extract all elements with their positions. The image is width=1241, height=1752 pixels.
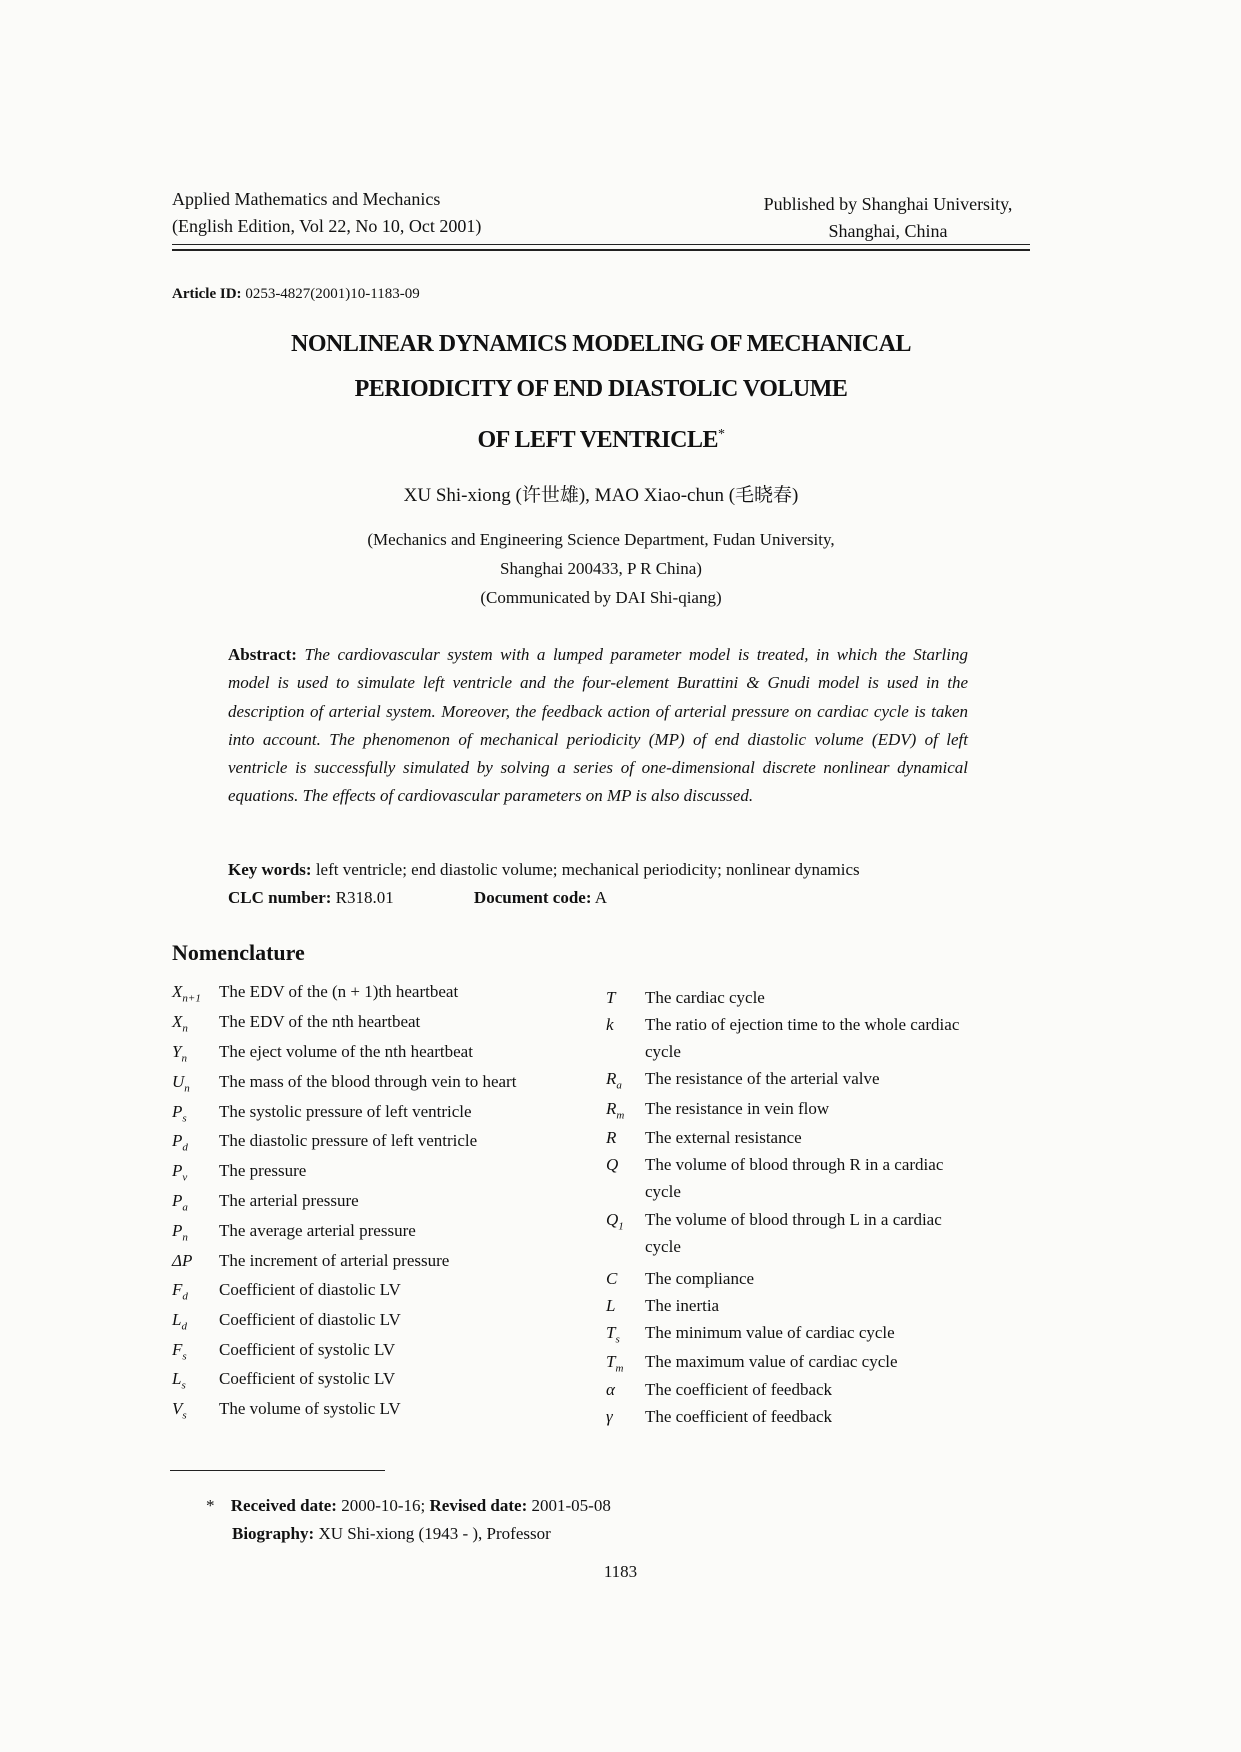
nomenclature-description: The pressure [219,1161,307,1180]
nomenclature-description: The EDV of the nth heartbeat [219,1012,421,1031]
nomenclature-description: Coefficient of systolic LV [219,1369,396,1388]
nomenclature-symbol: $P_v$ [172,1161,188,1184]
nomenclature-description: The volume of blood through L in a cardiac [645,1210,942,1229]
keywords [228,856,860,884]
nomenclature-description: The coefficient of feedback [645,1407,833,1426]
nomenclature-description: The maximum value of cardiac cycle [645,1352,898,1371]
nomenclature-symbol: Q [606,1155,619,1174]
abstract-label: Abstract: [228,645,297,664]
clc-label: CLC number: [228,888,332,907]
nomenclature-symbol: R [606,1128,617,1147]
affiliation-line-1: (Mechanics and Engineering Science Department, Fudan University, [367,530,835,549]
nomenclature-symbol: γ [606,1407,613,1426]
nomenclature-symbol: $L_s$ [172,1369,186,1392]
nomenclature-description-continued: cycle [645,1182,681,1201]
nomenclature-description: The inertia [645,1296,720,1315]
nomenclature-entry [606,1376,832,1403]
biography: XU Shi-xiong (1943 - ), Professor [318,1524,551,1543]
journal-name: Applied Mathematics and Mechanics [172,189,441,209]
abstract-text: The cardiovascular system with a lumped parameter model is treated, in which the Starling model is used to simulate left ventricle and the four-element Burattini & Gnudi model is used in the description of arterial system. Moreover, the feedback action of arterial pressure on cardiac cycle is taken into account. The phenomenon of mechanical periodicity (MP) of end diastolic volume (EDV) of left ventricle is successfully simulated by solving a series of one-dimensional discrete nonlinear dynamical equations. The effects of cardiovascular parameters on MP is also discussed. [228,645,968,806]
nomenclature-description-continued: cycle [645,1042,681,1061]
nomenclature-symbol: $U_n$ [172,1072,190,1095]
nomenclature-entry [172,1131,477,1153]
keywords-block [228,856,860,912]
nomenclature-description: The EDV of the (n + 1)th heartbeat [219,982,459,1001]
journal-edition: (English Edition, Vol 22, No 10, Oct 2001) [172,216,482,236]
footnote-rule [170,1470,385,1471]
authors: XU Shi-xiong (许世雄), MAO Xiao-chun (毛晓春) [403,485,799,506]
nomenclature-description: The coefficient of feedback [645,1380,833,1399]
nomenclature-entry [172,1012,420,1034]
journal-header [172,186,481,240]
keywords-label: Key words: [228,860,312,879]
nomenclature-symbol: $X_{n+1}$ [172,982,201,1005]
nomenclature-entry [172,1191,359,1213]
received-label: Received date: [230,1496,337,1515]
nomenclature-description: The mass of the blood through vein to heart [219,1072,517,1091]
keywords-value: left ventricle; end diastolic volume; mechanical periodicity; nonlinear dynamics [315,860,860,879]
nomenclature-entry [172,1161,306,1183]
doc-code-label: Document code: [473,888,592,907]
nomenclature-heading: Nomenclature [172,940,305,965]
nomenclature-symbol: $X_n$ [172,1012,188,1035]
communicated-by: (Communicated by DAI Shi-qiang) [480,588,722,607]
nomenclature-description: The eject volume of the nth heartbeat [219,1042,473,1061]
nomenclature-entry [172,1251,449,1271]
publisher-header [738,191,1038,245]
biography-label: Biography: [232,1524,315,1543]
nomenclature-description: The cardiac cycle [645,988,765,1007]
nomenclature-description: The ratio of ejection time to the whole cardiac [645,1015,960,1034]
nomenclature-description: Coefficient of diastolic LV [219,1310,401,1329]
title-footnote-mark: * [717,427,725,442]
nomenclature-entry [172,1221,416,1243]
nomenclature-entry [606,1403,832,1430]
nomenclature-symbol: C [606,1269,618,1288]
nomenclature-symbol: $R_m$ [606,1099,625,1122]
nomenclature-symbol: $P_d$ [172,1131,188,1154]
nomenclature-symbol: $T_s$ [606,1323,620,1346]
abstract [228,641,968,811]
nomenclature-entry [606,1011,959,1065]
header-rule [172,244,1030,245]
nomenclature-entry [606,1124,802,1151]
nomenclature-symbol: ΔP [172,1251,193,1270]
nomenclature-symbol: $L_d$ [172,1310,187,1333]
received-date: 2000-10-16; [341,1496,426,1515]
footnote-mark: * [206,1496,215,1515]
nomenclature-description: The external resistance [645,1128,802,1147]
nomenclature-symbol: $F_s$ [172,1340,187,1363]
nomenclature-description: The resistance of the arterial valve [645,1069,880,1088]
nomenclature-symbol: $T_m$ [606,1352,624,1375]
nomenclature-description: Coefficient of diastolic LV [219,1280,401,1299]
nomenclature-description: The minimum value of cardiac cycle [645,1323,895,1342]
nomenclature-description: The diastolic pressure of left ventricle [219,1131,478,1150]
clc-value: R318.01 [335,888,394,907]
title-line-3: OF LEFT VENTRICLE [477,427,718,453]
nomenclature-entry [172,1399,401,1421]
nomenclature-description: The increment of arterial pressure [219,1251,450,1270]
nomenclature-symbol: $F_d$ [172,1280,188,1303]
nomenclature-description: The resistance in vein flow [645,1099,830,1118]
footnote [206,1492,611,1548]
nomenclature-entry [172,1310,401,1332]
nomenclature-symbol: L [606,1296,616,1315]
nomenclature-symbol: $V_s$ [172,1399,187,1422]
nomenclature-entry [172,982,458,1004]
nomenclature-entry [172,1369,395,1391]
nomenclature-symbol: $Y_n$ [172,1042,187,1065]
title-line-2: PERIODICITY OF END DIASTOLIC VOLUME [354,376,848,402]
nomenclature-description: The compliance [645,1269,755,1288]
nomenclature-description-continued: cycle [645,1237,681,1256]
article-id-value: 0253-4827(2001)10-1183-09 [245,286,420,302]
affiliation [172,525,1030,583]
nomenclature-description: The systolic pressure of left ventricle [219,1102,472,1121]
page-number: 1183 [603,1562,638,1581]
nomenclature-entry [172,1340,395,1362]
nomenclature-entry [606,1151,943,1205]
doc-code-value: A [594,888,608,907]
nomenclature-entry [172,1102,472,1124]
article-id [172,286,420,303]
nomenclature-description: The average arterial pressure [219,1221,416,1240]
nomenclature-description: The arterial pressure [219,1191,359,1210]
nomenclature-entry [172,1072,516,1094]
nomenclature-entry [606,1292,719,1319]
publisher-location: Shanghai, China [828,221,948,241]
affiliation-line-2: Shanghai 200433, P R China) [500,559,702,578]
nomenclature-symbol: T [606,988,616,1007]
paper-title [172,322,1030,463]
nomenclature-entry [606,1265,754,1292]
nomenclature-symbol: $P_a$ [172,1191,188,1214]
nomenclature-entry [172,1042,473,1064]
nomenclature-entry [606,984,765,1011]
header-rule-thick [172,249,1030,251]
article-id-label: Article ID: [172,286,242,302]
nomenclature-description: The volume of systolic LV [219,1399,401,1418]
title-line-1: NONLINEAR DYNAMICS MODELING OF MECHANICAL [291,331,911,357]
nomenclature-entry [172,1280,401,1302]
nomenclature-symbol: k [606,1015,614,1034]
nomenclature-symbol: α [606,1380,615,1399]
nomenclature-entry [606,1206,942,1260]
nomenclature-symbol: $R_a$ [606,1069,622,1092]
publisher: Published by Shanghai University, [763,194,1013,214]
nomenclature-description: The volume of blood through R in a cardiac [645,1155,944,1174]
nomenclature-description: Coefficient of systolic LV [219,1340,396,1359]
revised-label: Revised date: [429,1496,528,1515]
classification [228,884,860,912]
nomenclature-symbol: $Q_1$ [606,1210,624,1233]
revised-date: 2001-05-08 [531,1496,611,1515]
nomenclature-symbol: $P_n$ [172,1221,188,1244]
nomenclature-symbol: $P_s$ [172,1102,187,1125]
